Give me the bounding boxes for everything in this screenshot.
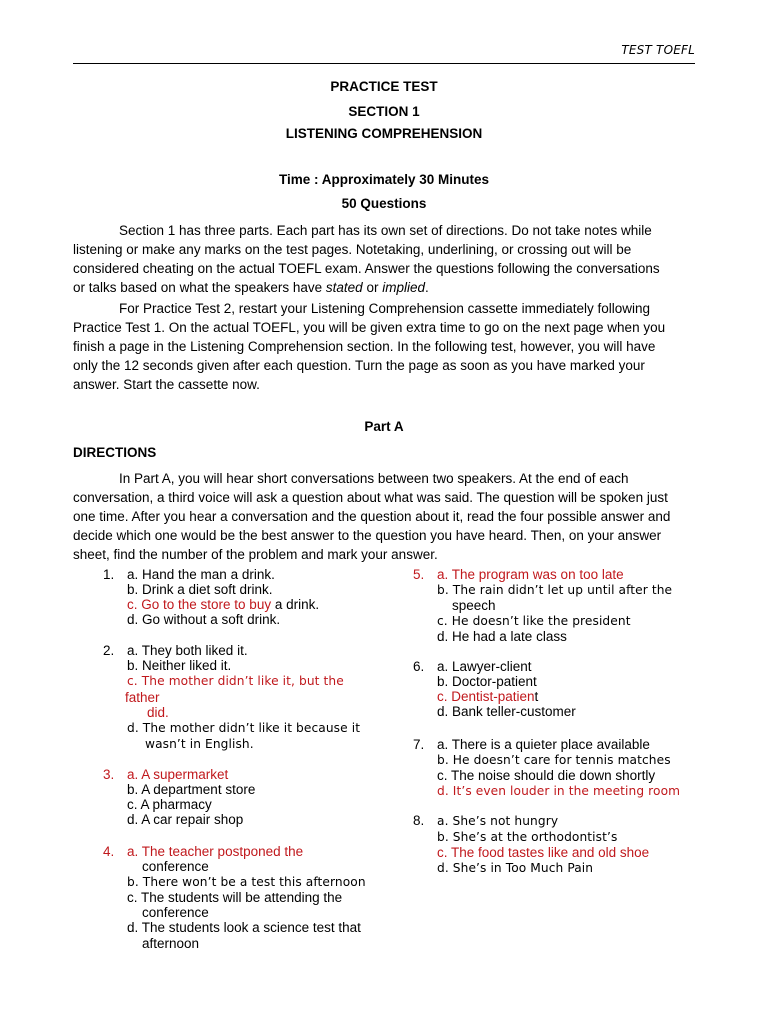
option-c: c. The students will be attending the — [127, 890, 343, 905]
question-number: 4. — [103, 844, 115, 859]
option-d-continued: wasn’t in English. — [145, 737, 254, 751]
intro-p2-line: Practice Test 1. On the actual TOEFL, you will be given extra time to go on the next page when you — [73, 320, 666, 335]
title-subject: LISTENING COMPREHENSION — [285, 126, 483, 141]
intro-p2-line: finish a page in the Listening Comprehension section. In the following test, however, you will have — [73, 339, 656, 354]
option-d: d. A car repair shop — [127, 812, 244, 827]
option-c: c. He doesn’t like the president — [437, 614, 631, 628]
question-number: 1. — [103, 567, 115, 582]
intro-p2-line: For Practice Test 2, restart your Listening Comprehension cassette immediately following — [119, 301, 650, 316]
option-c-rest: t — [534, 689, 539, 704]
option-b: b. Neither liked it. — [127, 658, 232, 673]
question-number: 5. — [413, 567, 425, 582]
directions-paragraph — [73, 469, 694, 564]
question-5 — [413, 567, 703, 647]
header-divider — [73, 63, 695, 64]
option-a-answer: a. The teacher postponed the — [127, 844, 304, 859]
intro-paragraph-2 — [73, 299, 694, 394]
option-d: d. The mother didn’t like it because it — [127, 721, 361, 735]
option-b: b. He doesn’t care for tennis matches — [437, 753, 671, 767]
option-d: d. Go without a soft drink. — [127, 612, 281, 627]
directions-line: sheet, find the number of the problem and mark your answer. — [73, 547, 438, 562]
option-a: a. Hand the man a drink. — [127, 567, 275, 582]
option-d: d. The students look a science test that — [127, 920, 361, 935]
intro-p2-line: answer. Start the cassette now. — [73, 377, 260, 392]
option-c — [437, 689, 538, 705]
intro-p1-line: Section 1 has three parts. Each part has its own set of directions. Do not take notes while — [119, 223, 652, 238]
option-a: a. She’s not hungry — [437, 814, 559, 828]
question-6 — [413, 659, 703, 721]
directions-heading: DIRECTIONS — [73, 445, 157, 460]
header-label: TEST TOEFL — [621, 43, 695, 57]
intro-p2-line: only the 12 seconds given after each question. Turn the page as soon as you have marked your — [73, 358, 645, 373]
option-a-continued: conference — [142, 859, 209, 874]
question-number: 8. — [413, 813, 425, 828]
directions-line: one time. After you hear a conversation and the question about it, read the four possible answer and — [73, 509, 671, 524]
option-a-answer: a. A supermarket — [127, 767, 229, 782]
question-number: 6. — [413, 659, 425, 674]
part-a-title: Part A — [364, 419, 404, 434]
option-d-answer: d. It’s even louder in the meeting room — [437, 784, 681, 798]
option-d: d. She’s in Too Much Pain — [437, 861, 594, 875]
option-b: b. There won’t be a test this afternoon — [127, 875, 366, 889]
option-b: b. The rain didn’t let up until after the — [437, 583, 673, 597]
question-2 — [103, 643, 393, 753]
directions-line: In Part A, you will hear short conversations between two speakers. At the end of each — [119, 471, 629, 486]
option-c-continued: father — [125, 690, 160, 705]
or-word: or — [362, 280, 383, 295]
intro-p1-prefix: or talks based on what the speakers have — [73, 280, 326, 295]
option-a: a. They both liked it. — [127, 643, 248, 658]
option-b: b. A department store — [127, 782, 256, 797]
option-c-continued: conference — [142, 905, 209, 920]
intro-p1-line: listening or make any marks on the test pages. Notetaking, underlining, or crossing out will be — [73, 242, 632, 257]
intro-paragraph-1 — [73, 221, 694, 297]
option-b: b. Drink a diet soft drink. — [127, 582, 273, 597]
question-4 — [103, 844, 393, 954]
question-1 — [103, 567, 393, 629]
option-c-answer: c. Go to the store to buy — [127, 597, 272, 612]
option-c-answer: c. The food tastes like and old shoe — [437, 845, 650, 860]
directions-line: conversation, a third voice will ask a question about what was said. The question will be spoken just — [73, 490, 668, 505]
time-limit: Time : Approximately 30 Minutes — [278, 172, 490, 187]
option-a-answer: a. The program was on too late — [437, 567, 624, 582]
option-a: a. There is a quieter place available — [437, 737, 650, 752]
option-b-continued: speech — [452, 598, 496, 613]
question-8 — [413, 813, 703, 875]
period: . — [424, 280, 429, 295]
option-c-rest: a drink. — [271, 597, 320, 612]
question-number: 3. — [103, 767, 115, 782]
option-d: d. Bank teller-customer — [437, 704, 576, 719]
title-practice-test: PRACTICE TEST — [330, 79, 438, 94]
stated-word: stated — [325, 280, 363, 295]
option-d: d. He had a late class — [437, 629, 567, 644]
question-number: 7. — [413, 737, 425, 752]
option-c-answer: c. The mother didn’t like it, but the — [127, 674, 344, 688]
option-b: b. Doctor-patient — [437, 674, 537, 689]
intro-p1-line: considered cheating on the actual TOEFL exam. Answer the questions following the conversations — [73, 261, 660, 276]
option-c: c. The noise should die down shortly — [437, 768, 656, 783]
title-section: SECTION 1 — [348, 104, 420, 119]
option-c: c. A pharmacy — [127, 797, 212, 812]
option-c-answer: c. Dentist-patien — [437, 689, 535, 704]
option-c-continued: did. — [147, 705, 169, 720]
intro-p1-last-line — [73, 278, 694, 297]
option-c — [127, 597, 319, 613]
question-number: 2. — [103, 643, 115, 658]
question-3 — [103, 767, 393, 829]
implied-word: implied — [382, 280, 425, 295]
directions-line: decide which one would be the best answer to the question you have heard. Then, on your answer — [73, 528, 662, 543]
question-count: 50 Questions — [341, 196, 427, 211]
option-a: a. Lawyer-client — [437, 659, 532, 674]
option-d-continued: afternoon — [142, 936, 200, 951]
question-7 — [413, 737, 703, 799]
option-b: b. She’s at the orthodontist’s — [437, 830, 618, 844]
